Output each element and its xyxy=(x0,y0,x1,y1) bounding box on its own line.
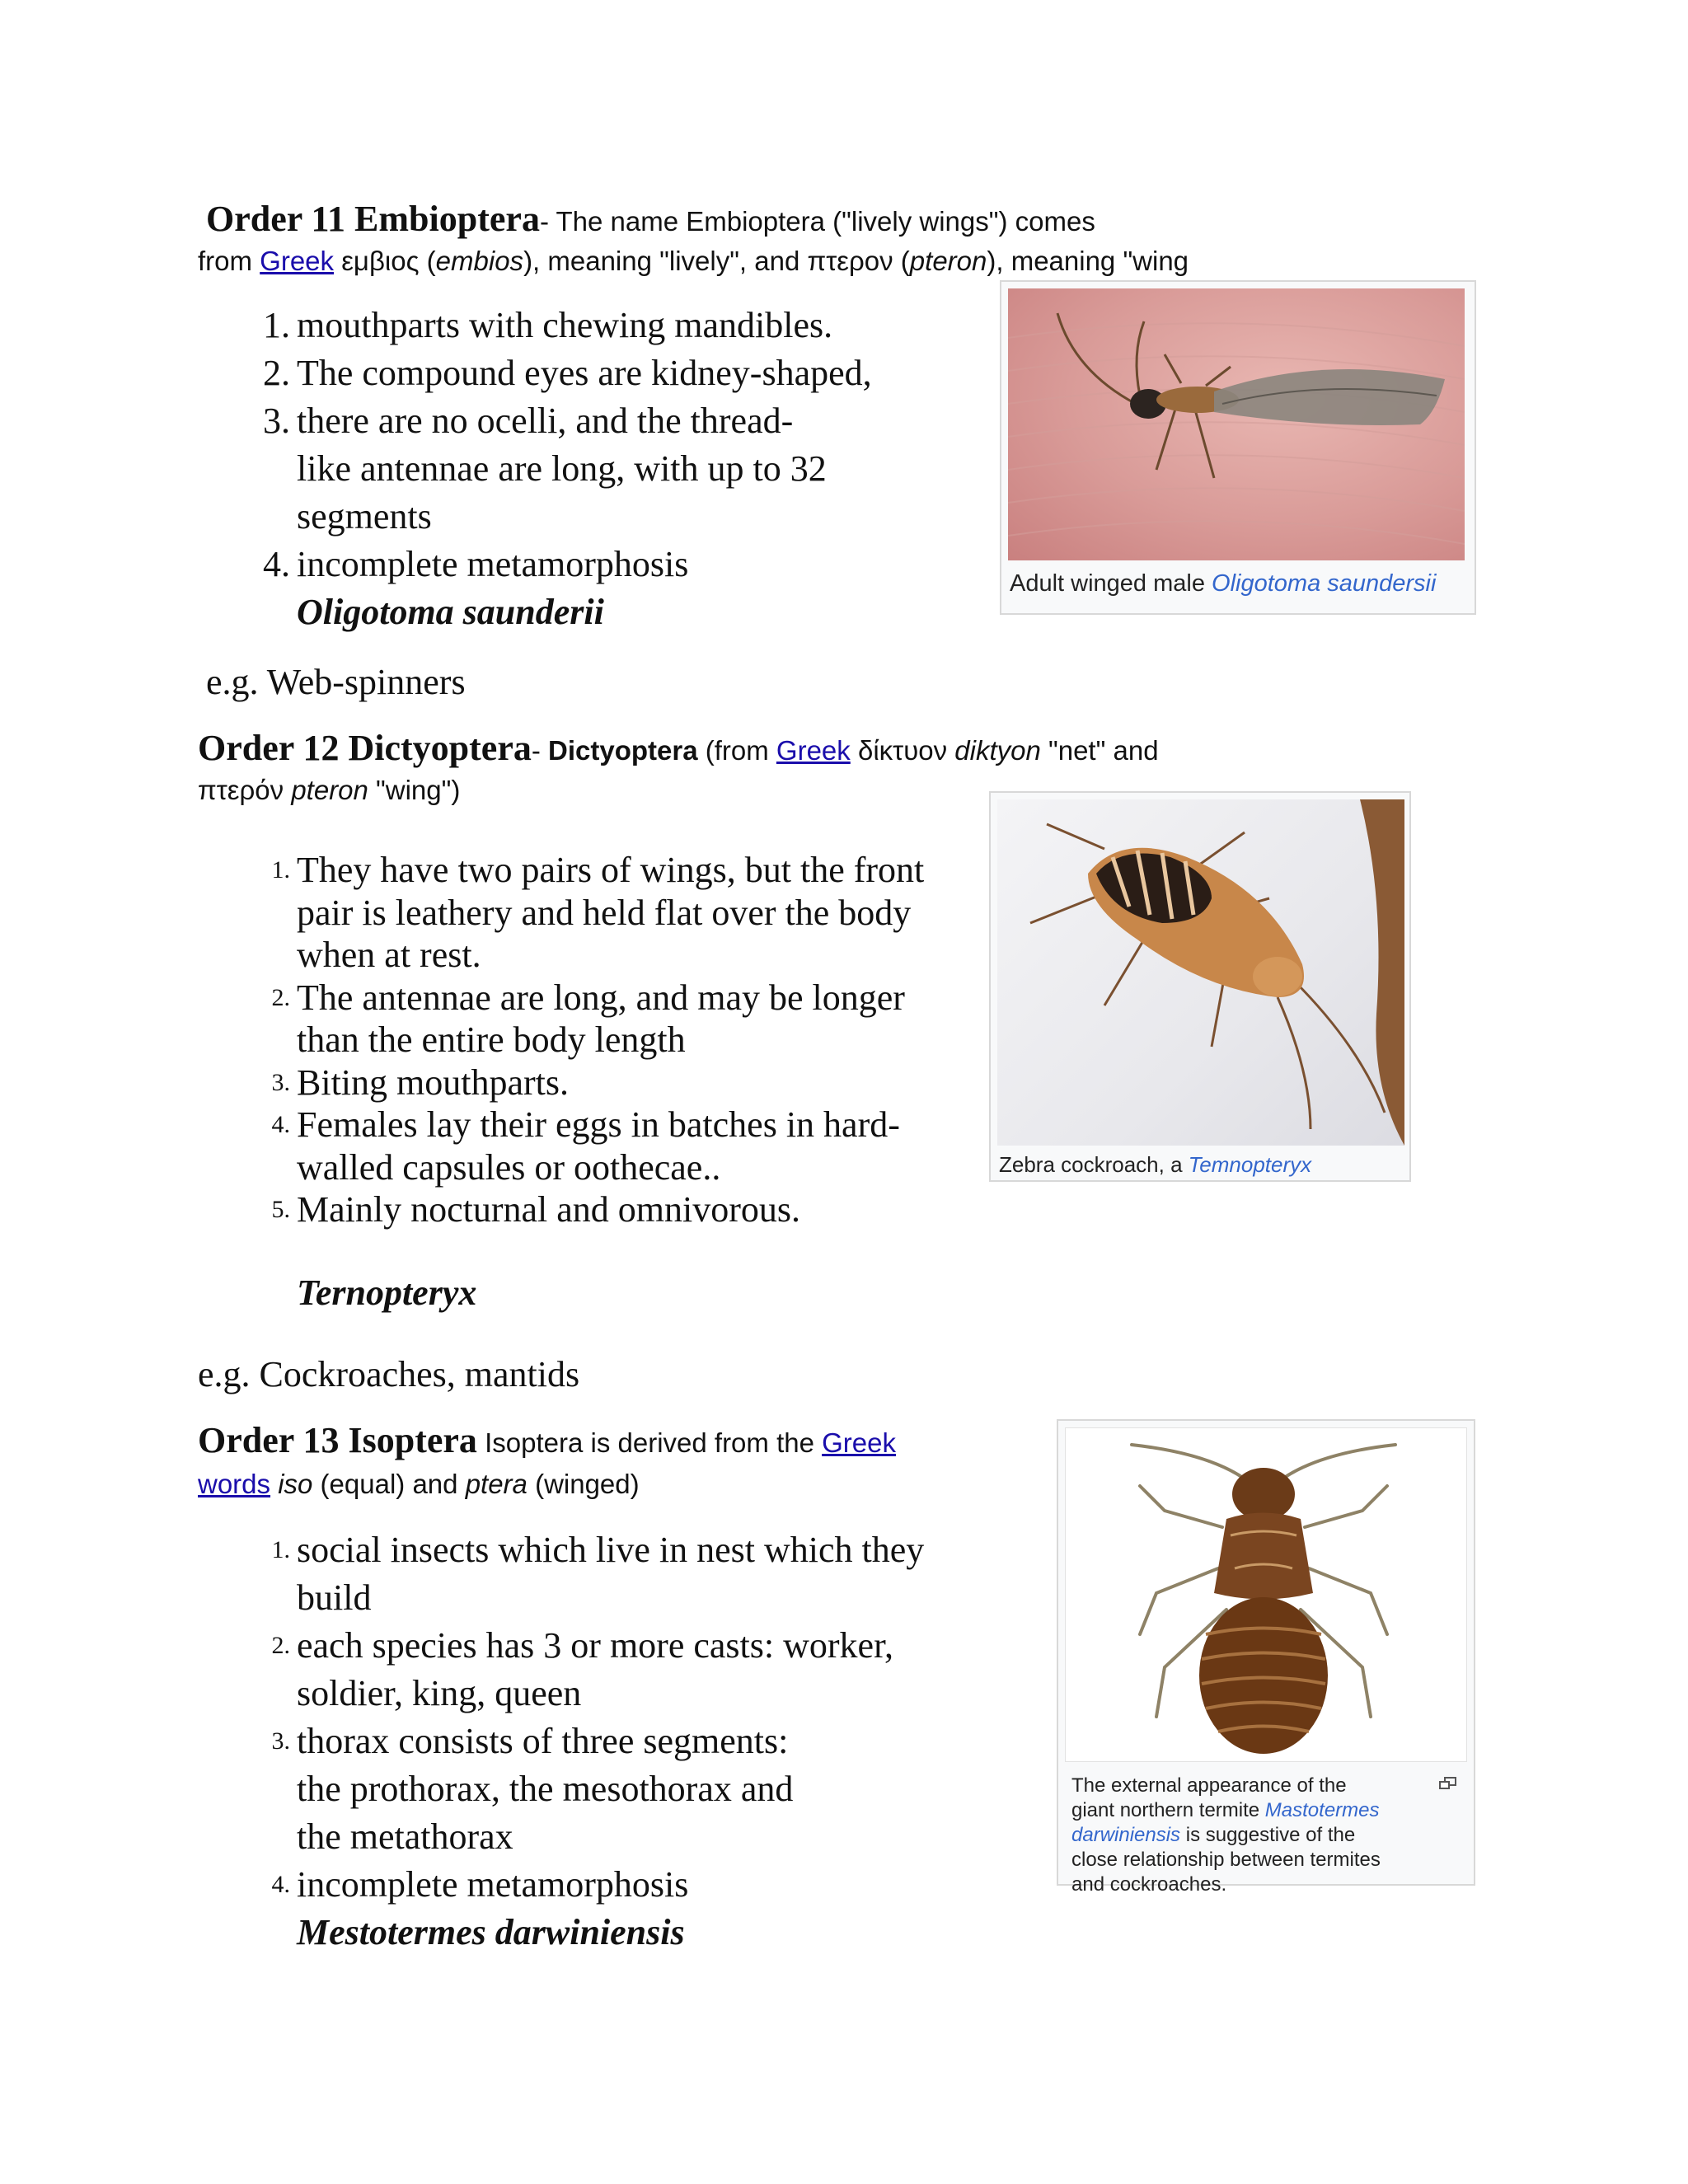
order11-embios: embios xyxy=(435,246,524,276)
list-item xyxy=(271,1188,924,1231)
order12-greek-link[interactable]: Greek xyxy=(776,735,851,766)
item-text: They have two pairs of wings, but the front xyxy=(297,850,925,890)
item-text: incomplete metamorphosis xyxy=(297,1864,689,1905)
item-number: 4. xyxy=(271,1871,290,1898)
enlarge-icon[interactable] xyxy=(1439,1777,1457,1790)
order12-heading xyxy=(198,727,1159,769)
item-number: 3. xyxy=(271,1068,290,1096)
termite-insect-icon xyxy=(1066,1428,1466,1761)
caption-species-link[interactable]: Mastotermes xyxy=(1264,1799,1380,1821)
item-text: mouthparts with chewing mandibles. xyxy=(297,305,833,345)
list-item xyxy=(263,302,872,349)
order13-caption xyxy=(1071,1774,1381,1897)
order11-characteristics-list xyxy=(263,302,872,636)
list-item xyxy=(297,1909,924,1957)
order13-heading xyxy=(198,1419,896,1461)
order13-intro-end: (winged) xyxy=(527,1469,640,1499)
order13-words-link[interactable]: words xyxy=(198,1469,271,1499)
order11-figure xyxy=(1000,280,1476,615)
order12-title: Order 12 Dictyoptera xyxy=(198,728,532,768)
item-text: the metathorax xyxy=(297,1816,513,1857)
item-text: like antennae are long, with up to 32 xyxy=(297,448,827,489)
item-text: when at rest. xyxy=(297,935,481,975)
order11-intro-from: from xyxy=(198,246,260,276)
order12-wing: "wing") xyxy=(368,775,461,805)
item-number: 5. xyxy=(271,1196,290,1223)
item-text: The compound eyes are kidney-shaped, xyxy=(297,353,872,393)
order11-example: e.g. Web-spinners xyxy=(206,662,466,702)
caption-species-link[interactable]: Oligotoma saundersii xyxy=(1212,570,1437,597)
termite-photo[interactable] xyxy=(1065,1427,1467,1762)
item-text: Mainly nocturnal and omnivorous. xyxy=(297,1189,801,1230)
item-number: 2. xyxy=(271,983,290,1011)
item-number: 2. xyxy=(271,1632,290,1659)
item-text: pair is leathery and held flat over the body xyxy=(297,892,912,933)
item-number: 1. xyxy=(271,856,290,883)
order12-figure xyxy=(989,791,1411,1182)
order11-intro-mid: εμβιος ( xyxy=(334,246,436,276)
order13-title: Order 13 Isoptera xyxy=(198,1420,477,1460)
list-item xyxy=(271,1622,924,1718)
order13-intro-mid2: (equal) and xyxy=(312,1469,466,1499)
item-text: each species has 3 or more casts: worker, xyxy=(297,1625,893,1666)
order12-example: e.g. Cockroaches, mantids xyxy=(198,1354,580,1394)
order13-space xyxy=(270,1469,278,1499)
list-item xyxy=(271,1861,924,1909)
item-text: than the entire body length xyxy=(297,1019,686,1060)
order11-title: Order 11 Embioptera xyxy=(206,199,540,239)
item-number: 3. xyxy=(271,1727,290,1755)
item-text: walled capsules or oothecae.. xyxy=(297,1146,721,1188)
caption-text: giant northern termite xyxy=(1071,1799,1265,1821)
order13-intro-line2 xyxy=(198,1469,640,1500)
item-text: Females lay their eggs in batches in hard- xyxy=(297,1104,900,1145)
item-number: 1. xyxy=(271,1536,290,1563)
item-text: soldier, king, queen xyxy=(297,1673,582,1713)
item-number: 2. xyxy=(263,353,290,393)
order11-intro-line2 xyxy=(198,246,1189,277)
order12-caption xyxy=(999,1152,1311,1178)
item-number: 3. xyxy=(263,401,290,441)
item-text: the prothorax, the mesothorax and xyxy=(297,1769,794,1809)
caption-text: is suggestive of the xyxy=(1180,1824,1356,1846)
order13-greek-link[interactable]: Greek xyxy=(822,1427,896,1458)
order13-intro-mid: Isoptera is derived from the xyxy=(476,1427,823,1458)
order12-intro-mid: (from xyxy=(697,735,776,766)
order11-pteron: pteron xyxy=(909,246,987,276)
order11-intro-mid2: ), meaning "lively", and πτερον ( xyxy=(523,246,910,276)
order11-caption xyxy=(1010,570,1436,598)
caption-text: Adult winged male xyxy=(1010,570,1212,597)
order11-greek-link[interactable]: Greek xyxy=(260,246,335,276)
list-item xyxy=(297,588,872,636)
order12-dash: - xyxy=(531,735,549,766)
caption-species-link[interactable]: darwiniensis xyxy=(1071,1824,1181,1846)
list-item xyxy=(271,1104,924,1188)
item-text: there are no ocelli, and the thread- xyxy=(297,401,794,441)
cockroach-insect-icon xyxy=(997,799,1404,1146)
order11-intro-a: - The name Embioptera ("lively wings") comes xyxy=(539,206,1095,237)
caption-text: Zebra cockroach, a xyxy=(999,1152,1189,1177)
order12-intro-line2 xyxy=(198,775,460,806)
caption-text: and cockroaches. xyxy=(1071,1873,1227,1896)
order13-characteristics-list xyxy=(271,1526,925,1957)
order13-figure xyxy=(1057,1419,1475,1896)
list-item xyxy=(271,1062,924,1104)
order12-bold-name: Dictyoptera xyxy=(548,735,698,766)
order11-heading xyxy=(206,198,1095,240)
order12-intro-end: "net" and xyxy=(1040,735,1159,766)
list-item xyxy=(271,977,924,1062)
list-item xyxy=(271,1718,924,1861)
order13-ptera: ptera xyxy=(465,1469,528,1499)
webspinner-photo[interactable] xyxy=(1008,288,1465,560)
item-text: segments xyxy=(297,496,432,537)
order13-species: Mestotermes darwiniensis xyxy=(297,1912,685,1952)
order12-species: Ternopteryx xyxy=(297,1272,477,1313)
order12-intro-mid2: δίκτυον xyxy=(850,735,955,766)
order13-iso: iso xyxy=(278,1469,313,1499)
order11-species: Oligotoma saunderii xyxy=(297,592,604,632)
item-text: social insects which live in nest which they xyxy=(297,1530,925,1570)
item-number: 4. xyxy=(263,544,290,584)
order11-intro-end: ), meaning "wing xyxy=(987,246,1189,276)
order12-pteron: pteron xyxy=(291,775,368,805)
list-item xyxy=(271,1526,925,1622)
caption-text: close relationship between termites xyxy=(1071,1849,1381,1871)
list-item xyxy=(263,541,872,588)
list-item xyxy=(263,397,872,541)
item-text: The antennae are long, and may be longer xyxy=(297,977,905,1018)
order12-pteron-greek: πτερόν xyxy=(198,775,292,805)
item-number: 4. xyxy=(271,1111,290,1138)
item-number: 1. xyxy=(263,305,290,345)
caption-species-link[interactable]: Temnopteryx xyxy=(1188,1152,1312,1177)
cockroach-photo[interactable] xyxy=(997,799,1404,1146)
webspinner-insect-icon xyxy=(1008,288,1465,560)
list-item xyxy=(263,349,872,397)
item-text: thorax consists of three segments: xyxy=(297,1721,789,1761)
list-item xyxy=(271,849,925,977)
item-text: Biting mouthparts. xyxy=(297,1062,569,1103)
item-text: build xyxy=(297,1577,372,1618)
order12-characteristics-list xyxy=(271,849,925,1231)
order12-diktyon: diktyon xyxy=(954,735,1041,766)
caption-text: The external appearance of the xyxy=(1071,1774,1347,1797)
item-text: incomplete metamorphosis xyxy=(297,544,689,584)
